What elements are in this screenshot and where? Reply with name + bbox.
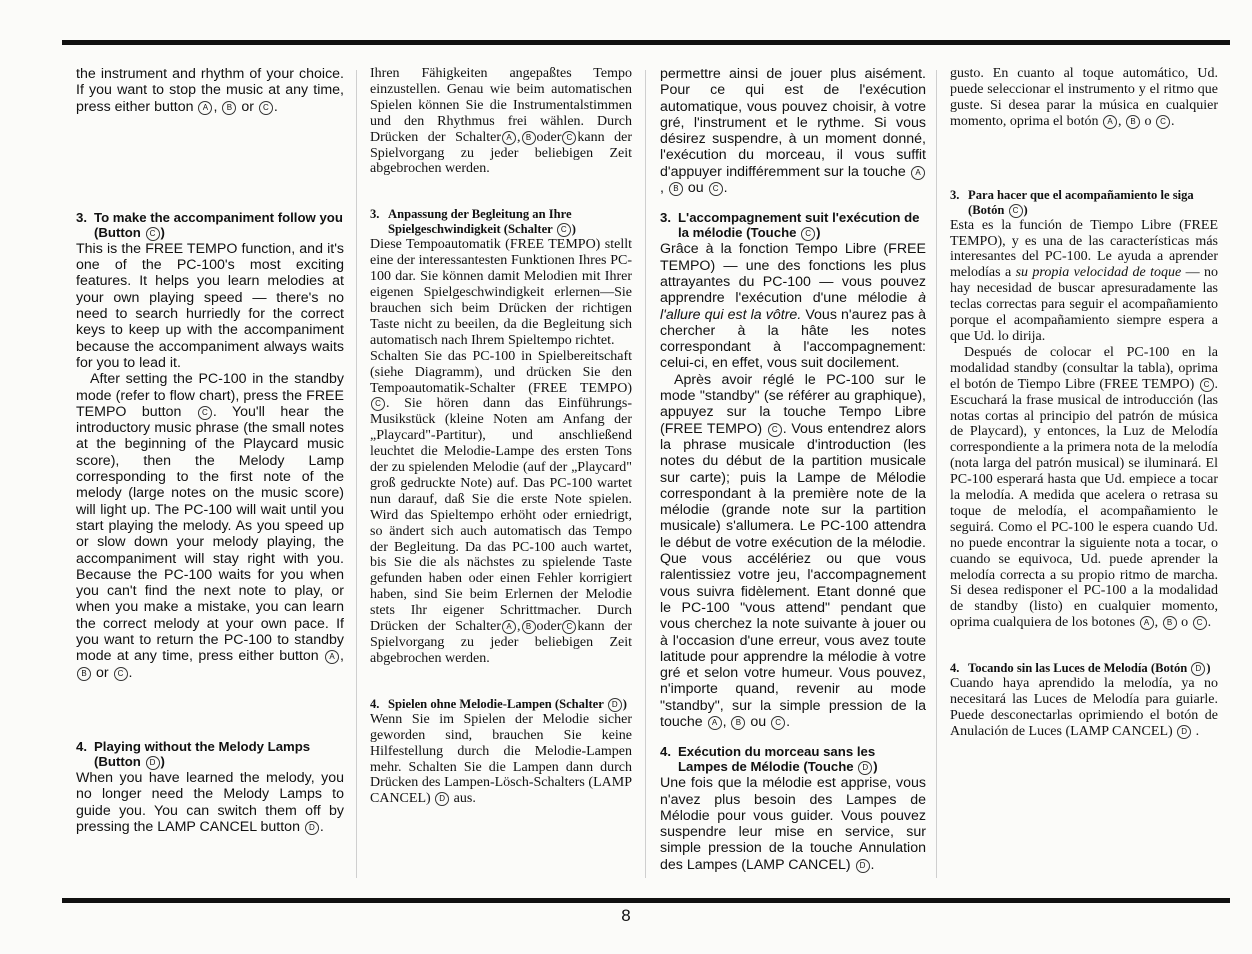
paragraph: the instrument and rhythm of your choice. If you want to stop the music at any time, press either button A , B or C . (76, 66, 344, 115)
section-title: Exécution du morceau sans les Lampes de Mélodie (Touche (678, 744, 876, 775)
button-d-symbol: D (608, 698, 622, 712)
french-column (660, 66, 926, 892)
paragraph (950, 218, 1218, 345)
paragraph: Ihren Fähigkeiten angepaßtes Tempo einzustellen. Genau wie beim automatischen Spielen können Sie die Instrumentalstimmen und den Rhythmus frei wählen. Durch Drücken der Schalter A , B oder C kann der Spielvorgang zu jeder beliebigen Zeit abgebrochen werden. (370, 66, 632, 177)
text: Une fois que la mélodie est apprise, vous n'avez plus besoin des Lampes de Mélodie pour vous guider. Vous pouvez suspendre leur mise en service, sur simple pression de la touche Annulation des Lampes (LAMP CANCEL) (660, 775, 926, 873)
section-number: 4. (950, 661, 960, 676)
section-number: 4. (370, 696, 380, 711)
section-title: Para hacer que el acompañamiento le siga (Botón (968, 187, 1194, 217)
paragraph: permettre ainsi de jouer plus aisément. Pour ce qui est de l'exécution automatique, vous pouvez choisir, à votre gré, l'instrument et le rythme. Si vous désirez suspendre, à un moment donné, l'exécution du morceau, il vous suffit d'appuyer indifféremment sur la touche A, B ou C . (660, 66, 926, 197)
paragraph: After setting the PC-100 in the standby mode (refer to flow chart), press the FREE TEMPO button C . You'll hear the introductory music phrase (the small notes at the beginning of the Playcard music score), then the Melody Lamp corresponding to the first note of the melody (large notes on the music score) will light up. The PC-100 will wait until you start playing the melody. As you speed up or slow down your melody playing, the accompaniment will stay right with you. Because the PC-100 waits for you when you can't find the next note to play, or when you make a mistake, you can learn the correct melody at your own pace. If you want to return the PC-100 to standby mode at any time, press either button A , B or C . (76, 371, 344, 681)
button-d-symbol: D (146, 756, 160, 770)
section-title: Spielen ohne Melodie-Lampen (Schalter (388, 696, 604, 711)
section-number: 3. (76, 209, 87, 225)
button-b-symbol: B (77, 667, 91, 681)
paragraph: Schalten Sie das PC-100 in Spielbereitschaft (siehe Diagramm), und drücken Sie den Tempoautomatik-Schalter (FREE TEMPO) C . Sie hören dann das Einführungs-Musikstück (kleine Noten am Anfang der „Playcard"-Partitur), und anschließend leuchtet die Melodie-Lampe des ersten Tons der zu spielenden Melodie (auf der „Playcard" groß gedruckte Note) auf. Das PC-100 wartet nun darauf, daß Sie die erste Note spielen. Wird das Spieltempo erhöht oder erniedrigt, so ändert sich auch automatisch das Tempo der Begleitung. Da das PC-100 auch wartet, bis Sie die als nächstes zu spielende Taste gefunden haben oder einen Fehler korrigiert haben, sind Sie beim Erlernen der Melodie stets Ihr eigener Schrittmacher. Durch Drücken der Schalter A , B oder C kann der Spielvorgang zu jeder beliebigen Zeit abgebrochen werden. (370, 348, 632, 666)
text: Ihren Fähigkeiten angepaßtes Tempo einzustellen. Genau wie beim automatischen Spielen können Sie die Instrumentalstimmen und den Rhythmus frei wählen. Durch Drücken der Schalter (370, 66, 632, 145)
section-heading: 3. Para hacer que el acompañamiento le siga (Botón C ) (950, 187, 1194, 217)
button-c-symbol: C (562, 620, 576, 634)
paragraph: This is the FREE TEMPO function, and it's one of the PC-100's most exciting features. It helps you learn melodies at your own playing speed — there's no need to search hurriedly for the correct keys to keep up with the accompaniment because the accompaniment always waits for you to lead it. (76, 240, 344, 371)
button-b-symbol: B (669, 182, 683, 196)
paragraph (660, 241, 926, 371)
text: When you have learned the melody, you no longer need the Melody Lamps to guide you. You can switch them off by pressing the LAMP CANCEL button (76, 769, 344, 835)
paragraph: Une fois que la mélodie est apprise, vous n'avez plus besoin des Lampes de Mélodie pour vous guider. Vous pouvez suspendre leur mise en service, sur simple pression de la touche Annulation des Lampes (LAMP CANCEL) D . (660, 775, 926, 873)
text: . Vous entendrez alors la phrase musicale d'introduction (les notes du début de la partition musicale sur carte); puis la Lampe de Mélodie correspondant à la première note de la mélodie (grande note sur la partition musicale) s'allumera. Le PC-100 attendra le début de votre exécution de la mélodie. Que vous accélériez ou que vous ralentissiez votre jeu, l'accompagnement vous suivra fidèlement. Etant donné que le PC-100 "vous attend" pendant que vous cherchez la note suivante à jouer ou à l'occasion d'une erreur, vous avez toute latitude pour apprendre la mélodie à votre gré et selon votre humeur. Vous pouvez, n'importe quand, revenir au mode "standby", sur la simple pression de la touche (660, 420, 926, 730)
page-number: 8 (621, 906, 631, 925)
section-number: 3. (950, 187, 960, 202)
text: or (95, 664, 109, 681)
button-a-symbol: A (708, 716, 722, 730)
top-rule (62, 40, 1230, 45)
button-c-symbol: C (1200, 378, 1214, 392)
text: Cuando haya aprendido la melodía, ya no necesitará las Luces de Melodía para guiarle. Puede desconectarlas oprimiendo el botón de Anulación de Luces (LAMP CANCEL) (950, 676, 1218, 739)
column-divider (645, 70, 646, 878)
button-d-symbol: D (305, 821, 319, 835)
paragraph: Après avoir réglé le PC-100 sur le mode "standby" (se référer au graphique), appuyez sur la touche Tempo Libre (FREE TEMPO) C . Vous entendrez alors la phrase musicale d'introduction (les notes du début de la partition musicale sur carte); puis la Lampe de Mélodie correspondant à la première note de la mélodie (grande note sur la partition musicale) s'allumera. Le PC-100 attendra le début de votre exécution de la mélodie. Que vous accélériez ou que vous ralentissiez votre jeu, l'accompagnement vous suivra fidèlement. Etant donné que le PC-100 "vous attend" pendant que vous cherchez la note suivante à jouer ou à l'occasion d'une erreur, vous avez toute latitude pour apprendre la mélodie à votre gré et selon votre humeur. Vous pouvez, n'importe quand, revenir au mode "standby", sur la simple pression de la touche A , B ou C . (660, 371, 926, 730)
text-italic: à l'allure qui est la vôtre. (660, 290, 926, 323)
text-italic: su propia velocidad de toque (1015, 265, 1182, 281)
button-c-symbol: C (1009, 204, 1023, 218)
column-divider (356, 70, 357, 878)
button-c-symbol: C (198, 406, 212, 420)
paragraph: gusto. En cuanto al toque automático, Ud. puede seleccionar el instrumento y el ritmo que guste. Si desea parar la música en cualquier momento, oprima el botón A , B o C . (950, 66, 1218, 129)
text: Después de colocar el PC-100 en la modalidad standby (consultar la tabla), oprima el botón de Tiempo Libre (FREE TEMPO) (950, 344, 1218, 392)
text: or (241, 98, 254, 115)
section-number: 4. (660, 744, 671, 760)
button-c-symbol: C (557, 223, 571, 237)
button-d-symbol: D (1191, 662, 1205, 676)
text: o (1181, 615, 1189, 631)
text: o (1144, 113, 1152, 129)
section-number: 4. (76, 738, 87, 754)
section-heading: 4. Spielen ohne Melodie-Lampen (Schalter D ) (370, 696, 627, 711)
section-heading: 4. Playing without the Melody Lamps (Button D ) (76, 738, 311, 769)
text: Wenn Sie im Spielen der Melodie sicher geworden sind, brauchen Sie keine Hilfestellung durch die Melodie-Lampen mehr. Schalten Sie die Lampen dann durch Drücken des Lampen-Lösch-Schalters (LAMP CANCEL) (370, 711, 632, 807)
button-d-symbol: D (1177, 725, 1191, 739)
spanish-column (950, 66, 1218, 892)
section-title: To make the accompaniment follow you (Button (94, 209, 343, 240)
text: After setting the PC-100 in the standby mode (refer to flow chart), press the FREE TEMPO button (76, 371, 344, 420)
button-c-symbol: C (709, 182, 723, 196)
button-a-symbol: A (502, 620, 516, 634)
text: Après avoir réglé le PC-100 sur le mode "standby" (se référer au graphique), appuyez sur la touche Tempo Libre (FREE TEMPO) (660, 371, 926, 437)
button-b-symbol: B (522, 131, 536, 145)
button-c-symbol: C (259, 101, 273, 115)
button-a-symbol: A (1103, 115, 1117, 129)
button-c-symbol: C (146, 227, 160, 241)
section-heading: 4. Exécution du morceau sans les Lampes de Mélodie (Touche D ) (660, 744, 878, 775)
button-b-symbol: B (1163, 616, 1177, 630)
button-c-symbol: C (562, 131, 576, 145)
button-b-symbol: B (222, 101, 236, 115)
text: Grâce à la fonction Tempo Libre (FREE TEMPO) — une des fonctions les plus attrayantes du PC-100 — vous pouvez apprendre l'exécution d'une mélodie (660, 241, 926, 307)
button-c-symbol: C (371, 397, 385, 411)
bottom-rule (62, 898, 1230, 903)
section-number: 3. (660, 210, 671, 226)
column-divider (936, 70, 937, 878)
section-title: Tocando sin las Luces de Melodía (Botón (968, 661, 1188, 676)
german-column (370, 66, 632, 892)
button-c-symbol: C (771, 716, 785, 730)
text: . Escuchará la frase musical de introducción (las notas cortas al principio del patrón de música de Playcard), y entonces, la Luz de Melodía correspondiente a la primera nota de la melodía (nota larga del patrón musical) se iluminará. El PC-100 esperará hasta que Ud. empiece a tocar la melodía. A medida que acelera o retrasa su toque de melodía, el acompañamiento le seguirá. Como el PC-100 le espera cuando Ud. no puede encontrar la siguiente nota a tocar, o cuando se equivoca, Ud. puede aprender la melodía correcta a su propio ritmo de marcha. Si desea redisponer el PC-100 a la modalidad de standby (listo) en cualquier momento, oprima cualquiera de los botones (950, 376, 1218, 631)
english-column (76, 66, 344, 892)
button-a-symbol: A (198, 101, 212, 115)
text: Vous n'aurez pas à chercher à la hâte les notes correspondant à l'accompagnement: celui-ci, en effet, vous suit docilement. (660, 306, 926, 372)
section-title: L'accompagnement suit l'exécution de la mélodie (Touche (678, 210, 920, 241)
text: aus. (453, 791, 476, 807)
section-heading: 3. L'accompagnement suit l'exécution de la mélodie (Touche C ) (660, 210, 920, 241)
section-heading: 4. Tocando sin las Luces de Melodía (Botón D ) (950, 661, 1211, 676)
text: permettre ainsi de jouer plus aisément. Pour ce qui est de l'exécution automatique, vous pouvez choisir, à votre gré, l'instrument et le rythme. Si vous désirez suspendre, à un moment donné, l'exécution du morceau, il vous suffit d'appuyer indifféremment sur la touche (660, 66, 926, 180)
paragraph: When you have learned the melody, you no longer need the Melody Lamps to guide you. You can switch them off by pressing the LAMP CANCEL button D . (76, 769, 344, 835)
section-number: 3. (370, 207, 380, 222)
button-a-symbol: A (1140, 616, 1154, 630)
section-title: Anpassung der Begleitung an Ihre Spielgeschwindigkeit (Schalter (388, 207, 572, 237)
button-d-symbol: D (858, 761, 872, 775)
text: Esta es la función de Tiempo Libre (FREE TEMPO), y es una de las características más interesantes del PC-100. Le ayuda a aprender melodías a (950, 217, 1218, 281)
text: oder (536, 619, 562, 635)
paragraph: Diese Tempoautomatik (FREE TEMPO) stellt eine der interessantesten Funktionen Ihres PC-100 dar. Sie können damit Melodien mit Ihrer eigenen Spielgeschwindigkeit erlernen—Sie brauchen sich beim Drücken der richtigen Taste nicht zu beeilen, da die Begleitung sich automatisch nach Ihrem Spieltempo richtet. (370, 237, 632, 348)
button-c-symbol: C (1193, 616, 1207, 630)
button-b-symbol: B (1126, 115, 1140, 129)
button-b-symbol: B (522, 620, 536, 634)
paragraph: Cuando haya aprendido la melodía, ya no necesitará las Luces de Melodía para guiarle. Puede desconectarlas oprimiendo el botón de Anulación de Luces (LAMP CANCEL) D . (950, 676, 1218, 739)
text: the instrument and rhythm of your choice. If you want to stop the music at any time, press either button (76, 66, 344, 115)
button-c-symbol: C (1156, 115, 1170, 129)
section-title: Playing without the Melody Lamps (Button (94, 738, 311, 769)
text: . Sie hören dann das Einführungs-Musikstück (kleine Noten am Anfang der „Playcard"-Partitur), und anschließend leuchtet die Melodie-Lampe des ersten Tons der zu spielenden Melodie (auf der „Playcard" groß gedruckte Note) auf. Das PC-100 wartet nun darauf, daß Sie die erste Note spielen. Wird das Spieltempo erhöht oder erniedrigt, so ändert sich auch automatisch das Tempo der Begleitung. Da das PC-100 auch wartet, bis Sie die als nächstes zu spielende Taste gefunden haben oder einen Fehler korrigiert haben, sind Sie beim Erlernen der Melodie stets Ihr eigener Schrittmacher. Durch Drücken der Schalter (370, 396, 632, 635)
text: oder (536, 129, 562, 145)
text: — no hay necesidad de buscar apresuradamente las teclas correctas para seguir el acompañamiento porque el acompañamiento siempre espera a que Ud. lo dirija. (950, 265, 1218, 344)
text: kann der Spielvorgang zu jeder beliebigen Zeit abgebrochen werden. (370, 619, 632, 666)
button-c-symbol: C (801, 227, 815, 241)
text: kann der Spielvorgang zu jeder beliebigen Zeit abgebrochen werden. (370, 129, 632, 177)
button-c-symbol: C (768, 423, 782, 437)
button-d-symbol: D (856, 859, 870, 873)
text: ou (750, 713, 767, 730)
text: Schalten Sie das PC-100 in Spielbereitschaft (siehe Diagramm), und drücken Sie den Tempoautomatik-Schalter (FREE TEMPO) (370, 348, 632, 396)
button-a-symbol: A (502, 131, 516, 145)
button-c-symbol: C (114, 667, 128, 681)
text: gusto. En cuanto al toque automático, Ud. puede seleccionar el instrumento y el ritmo que guste. Si desea parar la música en cualquier momento, oprima el botón (950, 66, 1218, 129)
text: . You'll hear the introductory music phrase (the small notes at the beginning of the Playcard music score), then the Melody Lamp corresponding to the first note of the melody (large notes on the music score) will light up. The PC-100 will wait until you start playing the melody. As you speed up or slow down your melody playing, the accompaniment will stay right with you. Because the PC-100 waits for you when you can't find the next note to play, or when you make a mistake, you can learn the correct melody at your own pace. If you want to return the PC-100 to standby mode at any time, press either button (76, 403, 344, 665)
paragraph (370, 712, 632, 807)
button-b-symbol: B (731, 716, 745, 730)
text: ou (687, 180, 704, 197)
section-heading: 3. Anpassung der Begleitung an Ihre Spielgeschwindigkeit (Schalter C ) (370, 207, 576, 237)
paragraph: Después de colocar el PC-100 en la modalidad standby (consultar la tabla), oprima el botón de Tiempo Libre (FREE TEMPO) C . Escuchará la frase musical de introducción (las notas cortas al principio del patrón de música de Playcard), y entonces, la Luz de Melodía correspondiente a la primera nota de la melodía (nota larga del patrón musical) se iluminará. El PC-100 esperará hasta que Ud. empiece a tocar la melodía. A medida que acelera o retrasa su toque de melodía, el acompañamiento le seguirá. Como el PC-100 le espera cuando Ud. no puede encontrar la siguiente nota a tocar, o cuando se equivoca, Ud. puede aprender la melodía correcta a su propio ritmo de marcha. Si desea redisponer el PC-100 a la modalidad de standby (listo) en cualquier momento, oprima cualquiera de los botones A , B o C . (950, 344, 1218, 631)
button-a-symbol: A (325, 650, 339, 664)
button-a-symbol: A (911, 166, 925, 180)
button-d-symbol: D (435, 792, 449, 806)
section-heading: 3. To make the accompaniment follow you (Button C ) (76, 209, 343, 240)
